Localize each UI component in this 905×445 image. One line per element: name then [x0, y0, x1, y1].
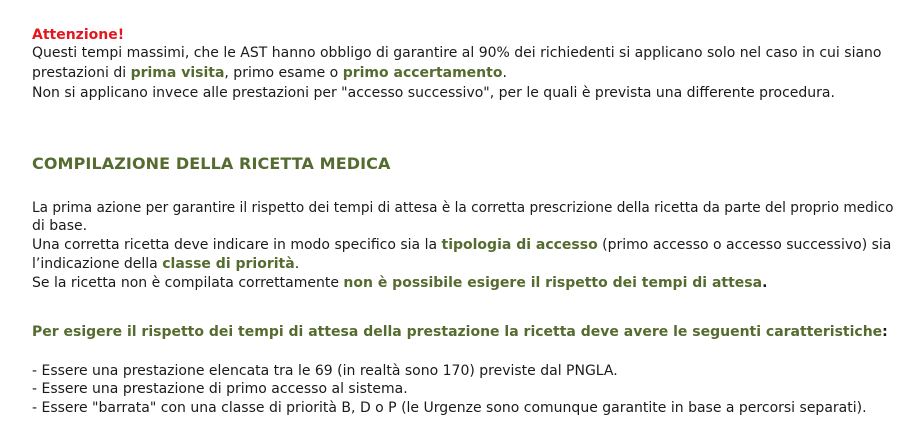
warning-title: Attenzione! — [32, 27, 125, 43]
paragraph-2-line-2 — [32, 255, 299, 273]
term-non-e-possibile: non è possibile esigere il rispetto dei tempi di attesa — [343, 275, 763, 291]
paragraph-3 — [32, 274, 767, 292]
term-tipologia-di-accesso: tipologia di accesso — [441, 237, 598, 253]
section-title: COMPILAZIONE DELLA RICETTA MEDICA — [32, 154, 391, 173]
paragraph-2-line-2-text-a: l’indicazione della — [32, 256, 163, 272]
warning-line-2-text-c: , primo esame o — [224, 65, 343, 81]
paragraph-2-line-2-text-c: . — [294, 256, 300, 272]
term-prima-visita: prima visita — [130, 65, 225, 81]
list-item: - Essere una prestazione elencata tra le 69 (in realtà sono 170) previste dal PNGLA. — [32, 363, 618, 379]
paragraph-2-line-1 — [32, 236, 891, 254]
list-item: - Essere una prestazione di primo accesso al sistema. — [32, 381, 408, 397]
paragraph-1-line-1: La prima azione per garantire il rispetto dei tempi di attesa è la corretta prescrizione della ricetta da parte del proprio medico — [32, 200, 894, 216]
warning-line-1: Questi tempi massimi, che le AST hanno obbligo di garantire al 90% dei richiedenti si applicano solo nel caso in cui siano — [32, 45, 882, 61]
requirements-heading-colon: : — [882, 324, 888, 340]
requirements-heading-text: Per esigere il rispetto dei tempi di attesa della prestazione la ricetta deve avere le seguenti caratteristiche — [32, 324, 883, 340]
paragraph-3-text-a: Se la ricetta non è compilata correttamente — [32, 275, 344, 291]
paragraph-1-line-2: di base. — [32, 218, 88, 234]
warning-line-2-text-e: . — [502, 65, 507, 81]
warning-line-3: Non si applicano invece alle prestazioni per "accesso successivo", per le quali è prevista una differente procedura. — [32, 85, 835, 101]
term-classe-di-priorita: classe di priorità — [162, 256, 295, 272]
paragraph-2-text-a: Una corretta ricetta deve indicare in modo specifico sia la — [32, 237, 442, 253]
warning-line-2 — [32, 64, 507, 82]
paragraph-2-text-c: (primo accesso o accesso successivo) sia — [597, 237, 892, 253]
requirements-heading — [32, 323, 888, 341]
warning-line-2-text-a: prestazioni di — [32, 65, 131, 81]
paragraph-3-text-c: . — [762, 275, 768, 291]
list-item: - Essere "barrata" con una classe di priorità B, D o P (le Urgenze sono comunque garantite in base a percorsi separati). — [32, 400, 867, 416]
term-primo-accertamento: primo accertamento — [342, 65, 503, 81]
